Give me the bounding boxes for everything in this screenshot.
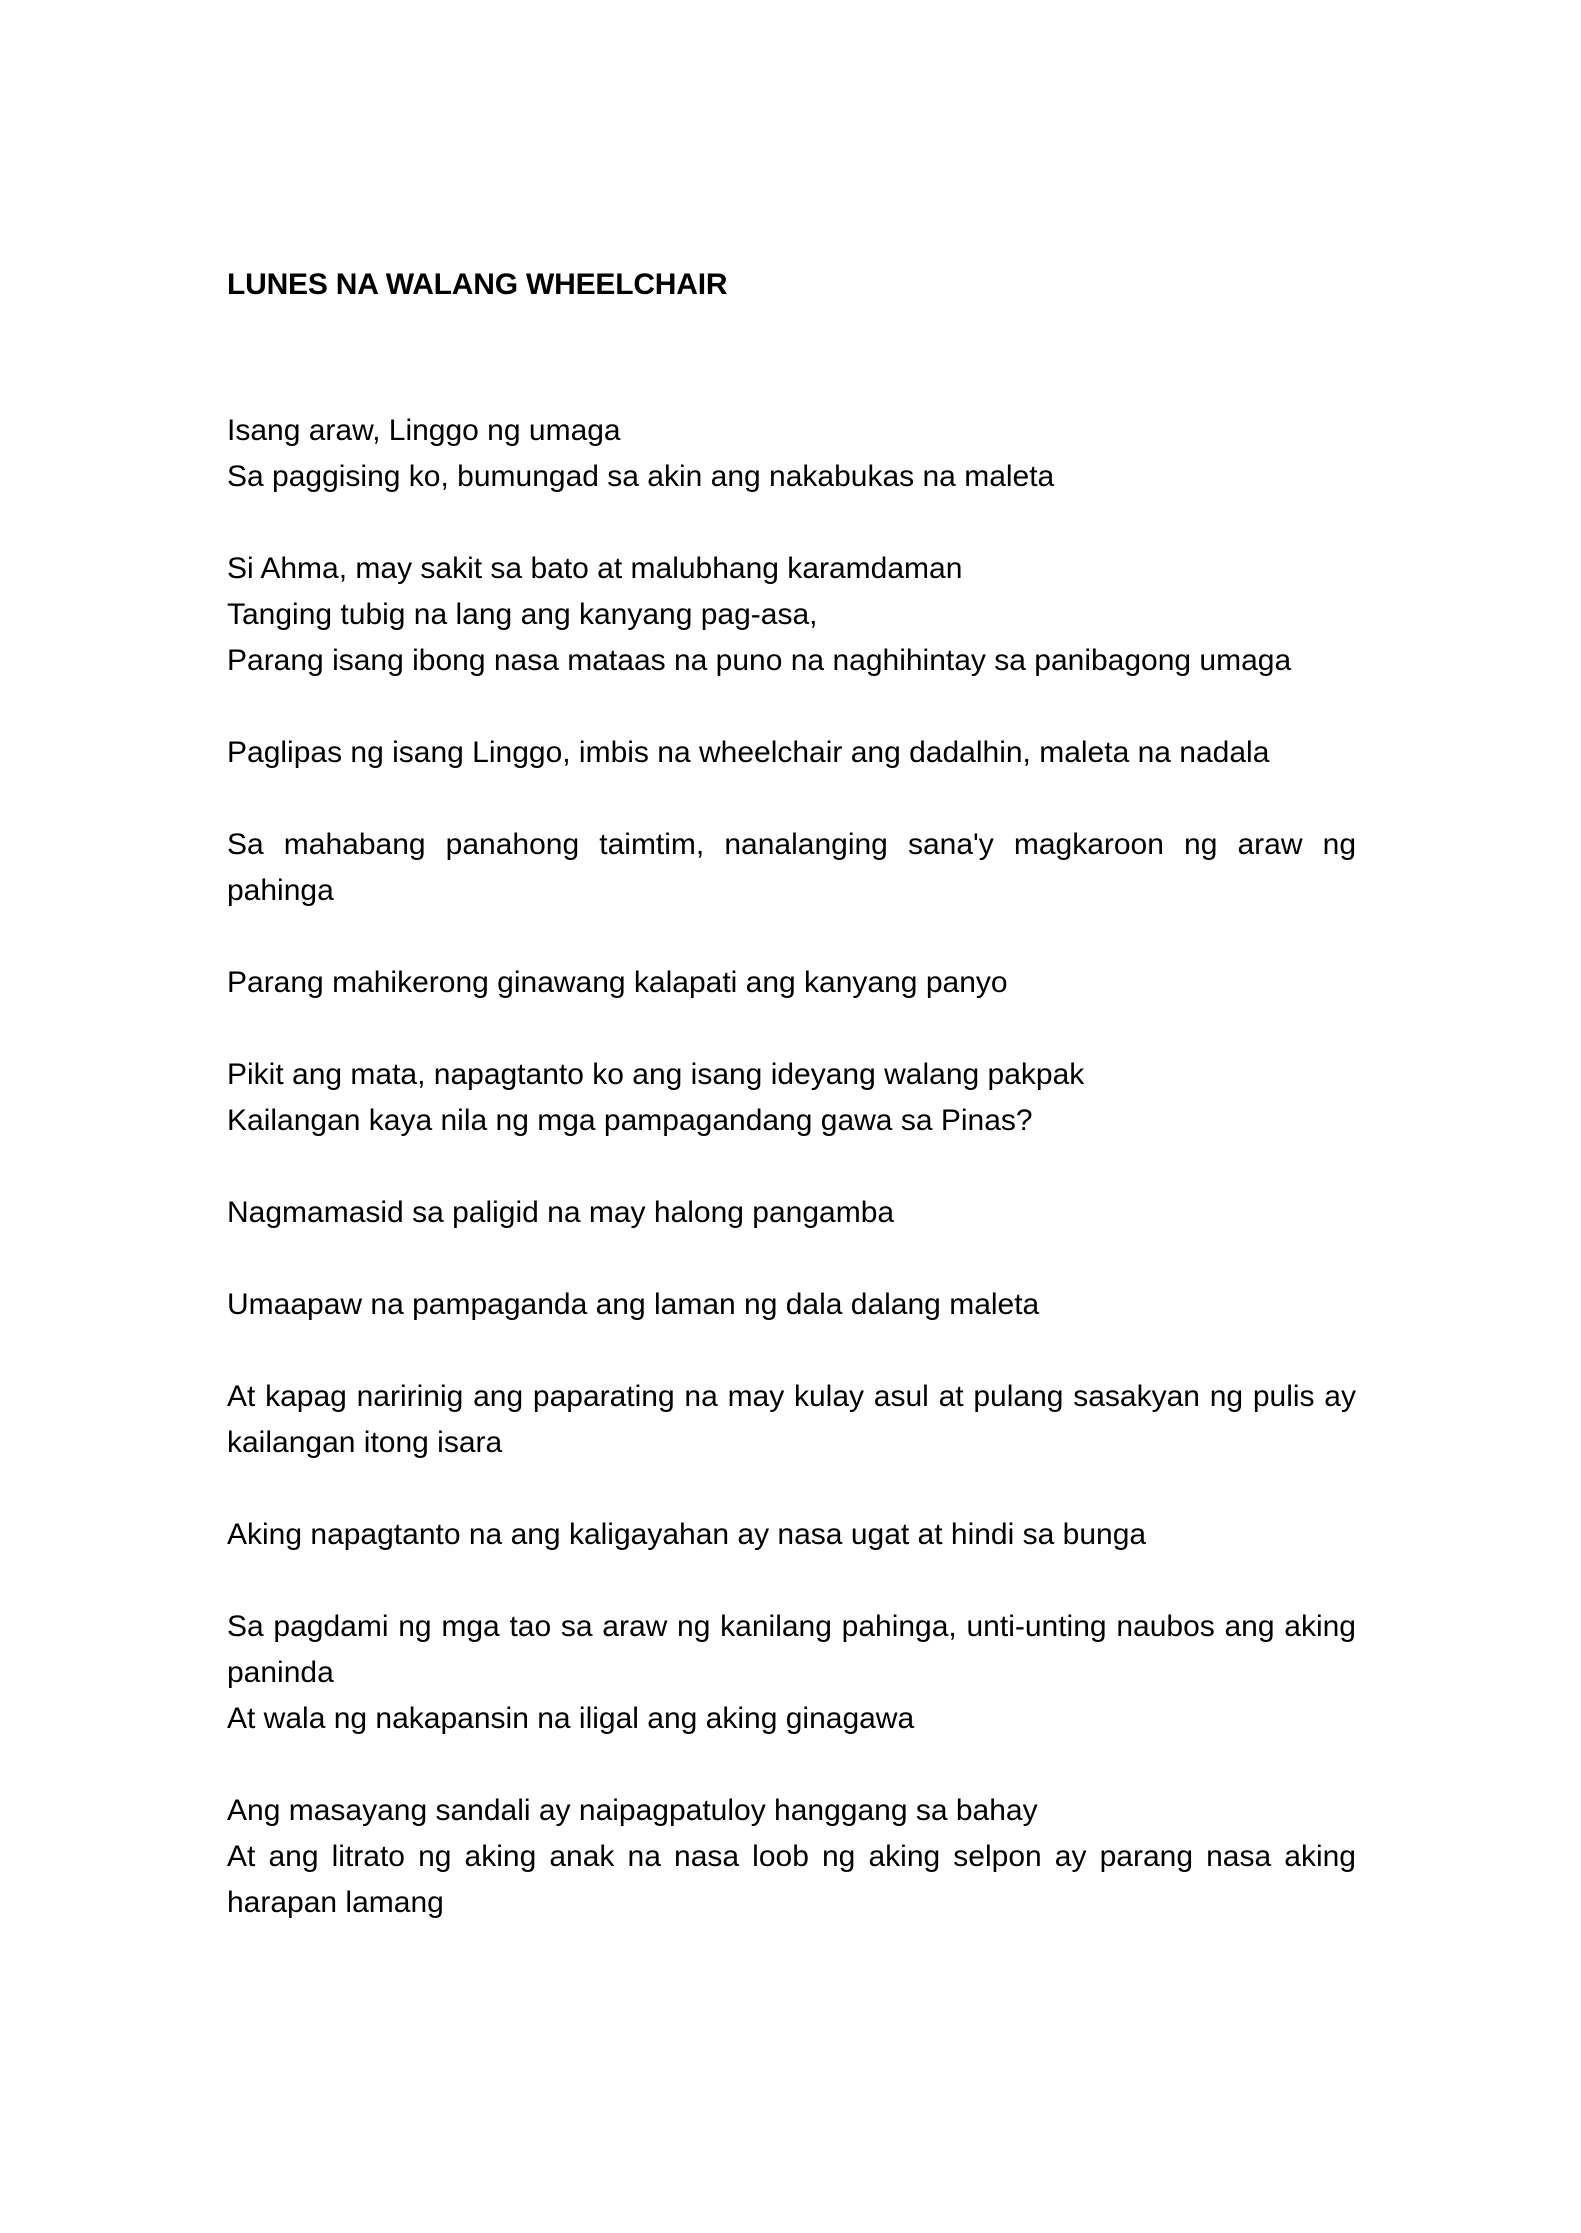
stanza	[227, 1052, 1356, 1144]
stanza	[227, 960, 1356, 1006]
poem-line: Sa mahabang panahong taimtim, nanalanging sana'y magkaroon ng araw ng pahinga	[227, 828, 1356, 907]
poem-line: Parang mahikerong ginawang kalapati ang kanyang panyo	[227, 966, 1008, 999]
poem-line: Ang masayang sandali ay naipagpatuloy hanggang sa bahay	[227, 1794, 1038, 1827]
poem-title: LUNES NA WALANG WHEELCHAIR	[227, 268, 728, 301]
poem-line: Kailangan kaya nila ng mga pampagandang gawa sa Pinas?	[227, 1104, 1033, 1137]
poem-line: Sa pagdami ng mga tao sa araw ng kanilang pahinga, unti-unting naubos ang aking paninda	[227, 1610, 1356, 1689]
stanza	[227, 1282, 1356, 1328]
poem-line: Tanging tubig na lang ang kanyang pag-asa,	[227, 598, 818, 631]
poem-body	[227, 408, 1356, 1926]
poem-line: At ang litrato ng aking anak na nasa loob ng aking selpon ay parang nasa aking harapan lamang	[227, 1840, 1356, 1919]
stanza	[227, 408, 1356, 500]
stanza	[227, 730, 1356, 776]
poem-line: At wala ng nakapansin na iligal ang aking ginagawa	[227, 1702, 915, 1735]
poem-line: Paglipas ng isang Linggo, imbis na wheelchair ang dadalhin, maleta na nadala	[227, 736, 1270, 769]
stanza	[227, 822, 1356, 914]
stanza	[227, 1190, 1356, 1236]
stanza	[227, 1788, 1356, 1926]
stanza	[227, 1512, 1356, 1558]
poem-line: At kapag naririnig ang paparating na may kulay asul at pulang sasakyan ng pulis ay kailangan itong isara	[227, 1380, 1356, 1459]
stanza	[227, 546, 1356, 684]
document-content	[227, 262, 1356, 1972]
stanza	[227, 1604, 1356, 1742]
poem-line: Aking napagtanto na ang kaligayahan ay nasa ugat at hindi sa bunga	[227, 1518, 1147, 1551]
poem-line: Parang isang ibong nasa mataas na puno na naghihintay sa panibagong umaga	[227, 644, 1292, 677]
poem-line: Si Ahma, may sakit sa bato at malubhang karamdaman	[227, 552, 963, 585]
poem-line: Sa paggising ko, bumungad sa akin ang nakabukas na maleta	[227, 460, 1055, 493]
poem-line: Umaapaw na pampaganda ang laman ng dala dalang maleta	[227, 1288, 1040, 1321]
stanza	[227, 1374, 1356, 1466]
poem-line: Isang araw, Linggo ng umaga	[227, 414, 621, 447]
poem-line: Pikit ang mata, napagtanto ko ang isang ideyang walang pakpak	[227, 1058, 1085, 1091]
poem-line: Nagmamasid sa paligid na may halong pangamba	[227, 1196, 895, 1229]
